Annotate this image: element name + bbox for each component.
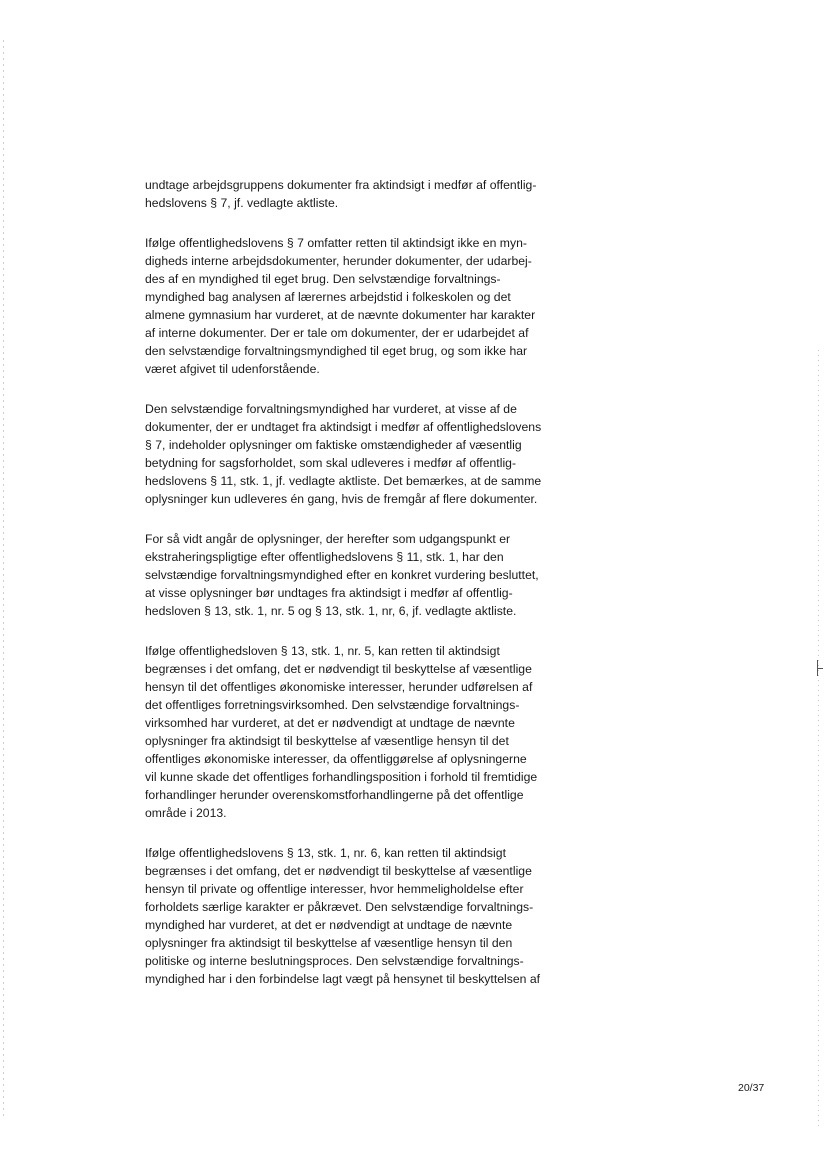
paragraph-1	[145, 176, 585, 212]
text-line: § 7, indeholder oplysninger om faktiske omstændigheder af væsentlig	[145, 438, 522, 452]
paragraph-6	[145, 844, 585, 988]
text-line: hedslovens § 11, stk. 1, jf. vedlagte aktliste. Det bemærkes, at de samme	[145, 474, 542, 488]
text-line: oplysninger fra aktindsigt til beskyttelse af væsentlige hensyn til det	[145, 734, 509, 748]
text-line: hedsloven § 13, stk. 1, nr. 5 og § 13, stk. 1, nr, 6, jf. vedlagte aktliste.	[145, 604, 517, 618]
text-line: begrænses i det omfang, det er nødvendigt til beskyttelse af væsentlige	[145, 662, 532, 676]
text-line: det offentliges forretningsvirksomhed. Den selvstændige forvaltnings-	[145, 698, 520, 712]
text-line: oplysninger fra aktindsigt til beskyttelse af væsentlige hensyn til den	[145, 936, 513, 950]
text-line: myndighed har i den forbindelse lagt vægt på hensynet til beskyttelsen af	[145, 972, 541, 986]
text-line: almene gymnasium har vurderet, at de nævnte dokumenter har karakter	[145, 308, 536, 322]
text-line: politiske og interne beslutningsproces. Den selvstændige forvaltnings-	[145, 954, 524, 968]
text-line: Ifølge offentlighedsloven § 13, stk. 1, nr. 5, kan retten til aktindsigt	[145, 644, 500, 658]
text-line: myndighed bag analysen af lærernes arbejdstid i folkeskolen og det	[145, 290, 511, 304]
text-line: været afgivet til udenforstående.	[145, 362, 320, 376]
text-line: forholdets særlige karakter er påkrævet. Den selvstændige forvaltnings-	[145, 900, 534, 914]
text-line: For så vidt angår de oplysninger, der herefter som udgangspunkt er	[145, 532, 511, 546]
text-line: digheds interne arbejdsdokumenter, herunder dokumenter, der udarbej-	[145, 254, 532, 268]
text-line: at visse oplysninger bør undtages fra aktindsigt i medfør af offentlig-	[145, 586, 513, 600]
text-line: vil kunne skade det offentliges forhandlingsposition i forhold til fremtidige	[145, 770, 538, 784]
text-line: Ifølge offentlighedslovens § 13, stk. 1, nr. 6, kan retten til aktindsigt	[145, 846, 506, 860]
text-line: den selvstændige forvaltningsmyndighed til eget brug, og som ikke har	[145, 344, 528, 358]
text-line: begrænses i det omfang, det er nødvendigt til beskyttelse af væsentlige	[145, 864, 532, 878]
paragraph-5	[145, 642, 585, 822]
margin-mark-horizontal	[817, 668, 823, 669]
text-line: hensyn til det offentliges økonomiske interesser, herunder udførelsen af	[145, 680, 533, 694]
text-line: Den selvstændige forvaltningsmyndighed har vurderet, at visse af de	[145, 402, 517, 416]
text-line: dokumenter, der er undtaget fra aktindsigt i medfør af offentlighedslovens	[145, 420, 542, 434]
text-line: offentliges økonomiske interesser, da offentliggørelse af oplysningerne	[145, 752, 527, 766]
document-body	[145, 176, 585, 988]
text-line: forhandlinger herunder overenskomstforhandlingerne på det offentlige	[145, 788, 524, 802]
scan-edge-right	[818, 350, 819, 1130]
text-line: hedslovens § 7, jf. vedlagte aktliste.	[145, 196, 339, 210]
text-line: virksomhed har vurderet, at det er nødvendigt at undtage de nævnte	[145, 716, 515, 730]
text-line: af interne dokumenter. Der er tale om dokumenter, der er udarbejdet af	[145, 326, 529, 340]
page-number: 20/37	[738, 1082, 765, 1094]
text-line: myndighed har vurderet, at det er nødvendigt at undtage de nævnte	[145, 918, 513, 932]
text-line: ekstraheringspligtige efter offentlighedslovens § 11, stk. 1, har den	[145, 550, 504, 564]
text-line: hensyn til private og offentlige interesser, hvor hemmeligholdelse efter	[145, 882, 524, 896]
paragraph-2	[145, 234, 585, 378]
paragraph-3	[145, 400, 585, 508]
scan-edge-left	[3, 40, 4, 1120]
text-line: undtage arbejdsgruppens dokumenter fra aktindsigt i medfør af offentlig-	[145, 178, 537, 192]
text-line: Ifølge offentlighedslovens § 7 omfatter retten til aktindsigt ikke en myn-	[145, 236, 527, 250]
text-line: betydning for sagsforholdet, som skal udleveres i medfør af offentlig-	[145, 456, 517, 470]
text-line: des af en myndighed til eget brug. Den selvstændige forvaltnings-	[145, 272, 501, 286]
text-line: område i 2013.	[145, 806, 227, 820]
paragraph-4	[145, 530, 585, 620]
text-line: selvstændige forvaltningsmyndighed efter en konkret vurdering besluttet,	[145, 568, 539, 582]
text-line: oplysninger kun udleveres én gang, hvis de fremgår af flere dokumenter.	[145, 492, 538, 506]
